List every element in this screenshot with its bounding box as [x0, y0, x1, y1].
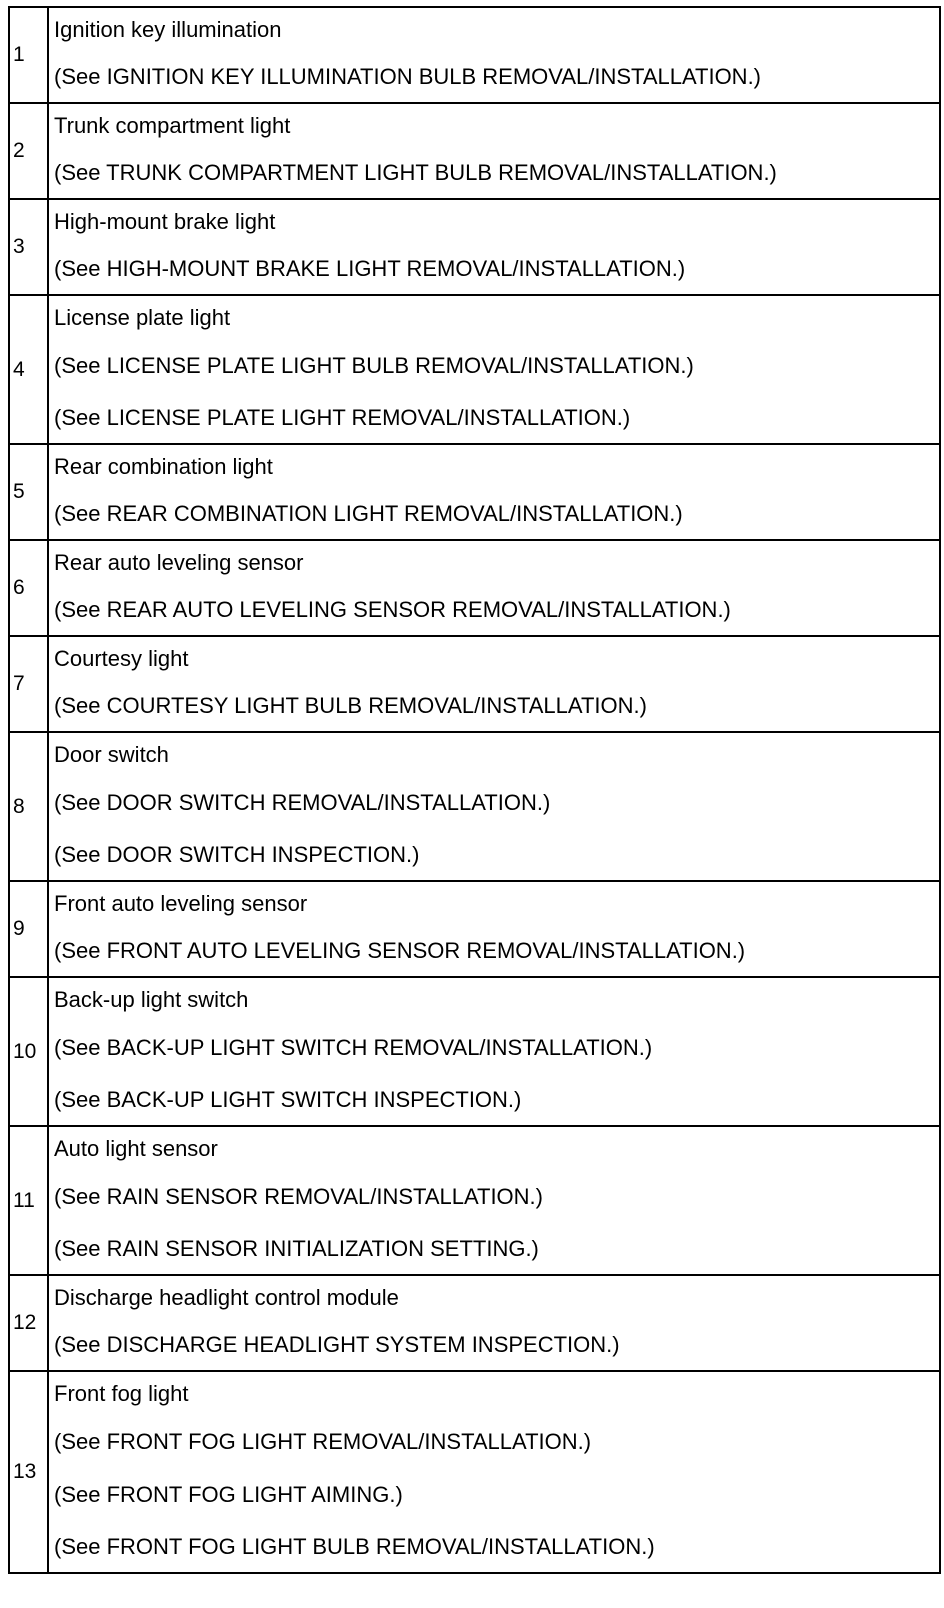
component-name: Rear combination light — [54, 454, 273, 479]
table-row — [9, 199, 940, 295]
table-row — [9, 977, 940, 1126]
row-number: 3 — [9, 199, 48, 295]
row-content — [48, 295, 940, 444]
row-content — [48, 1371, 940, 1573]
component-name: Courtesy light — [54, 646, 189, 671]
component-table — [8, 6, 941, 1574]
row-content — [48, 199, 940, 295]
component-name: Rear auto leveling sensor — [54, 550, 304, 575]
table-row — [9, 540, 940, 636]
reference-link[interactable]: (See LICENSE PLATE LIGHT REMOVAL/INSTALLATION.) — [54, 405, 631, 430]
row-content — [48, 636, 940, 732]
row-content — [48, 977, 940, 1126]
table-row — [9, 881, 940, 977]
row-content — [48, 444, 940, 540]
table-row — [9, 444, 940, 540]
reference-link[interactable]: (See REAR AUTO LEVELING SENSOR REMOVAL/INSTALLATION.) — [54, 597, 731, 622]
reference-link[interactable]: (See BACK-UP LIGHT SWITCH REMOVAL/INSTALLATION.) — [54, 1035, 653, 1060]
component-name: Door switch — [54, 742, 169, 767]
table-row — [9, 1371, 940, 1573]
row-content — [48, 1126, 940, 1275]
reference-link[interactable]: (See BACK-UP LIGHT SWITCH INSPECTION.) — [54, 1087, 522, 1112]
reference-link[interactable]: (See DOOR SWITCH REMOVAL/INSTALLATION.) — [54, 790, 551, 815]
row-number: 9 — [9, 881, 48, 977]
row-number: 11 — [9, 1126, 48, 1275]
row-content — [48, 7, 940, 103]
row-content — [48, 732, 940, 881]
component-name: Ignition key illumination — [54, 17, 282, 42]
reference-link[interactable]: (See DOOR SWITCH INSPECTION.) — [54, 842, 420, 867]
row-number: 7 — [9, 636, 48, 732]
row-number: 6 — [9, 540, 48, 636]
reference-link[interactable]: (See FRONT FOG LIGHT BULB REMOVAL/INSTALLATION.) — [54, 1534, 655, 1559]
reference-link[interactable]: (See DISCHARGE HEADLIGHT SYSTEM INSPECTION.) — [54, 1332, 620, 1357]
reference-link[interactable]: (See HIGH-MOUNT BRAKE LIGHT REMOVAL/INSTALLATION.) — [54, 256, 686, 281]
table-row — [9, 1275, 940, 1371]
table-row — [9, 732, 940, 881]
row-number: 5 — [9, 444, 48, 540]
table-row — [9, 295, 940, 444]
row-content — [48, 881, 940, 977]
row-number: 13 — [9, 1371, 48, 1573]
component-name: Auto light sensor — [54, 1136, 218, 1161]
row-content — [48, 103, 940, 199]
row-number: 4 — [9, 295, 48, 444]
component-name: Front fog light — [54, 1381, 189, 1406]
component-name: Front auto leveling sensor — [54, 891, 308, 916]
component-name: Back-up light switch — [54, 987, 249, 1012]
reference-link[interactable]: (See FRONT FOG LIGHT REMOVAL/INSTALLATION.) — [54, 1429, 592, 1454]
reference-link[interactable]: (See COURTESY LIGHT BULB REMOVAL/INSTALLATION.) — [54, 693, 647, 718]
component-name: Trunk compartment light — [54, 113, 291, 138]
component-name: License plate light — [54, 305, 231, 330]
reference-link[interactable]: (See RAIN SENSOR INITIALIZATION SETTING.) — [54, 1236, 539, 1261]
reference-link[interactable]: (See LICENSE PLATE LIGHT BULB REMOVAL/INSTALLATION.) — [54, 353, 694, 378]
component-table-body — [9, 7, 940, 1573]
row-number: 2 — [9, 103, 48, 199]
table-row — [9, 7, 940, 103]
row-number: 12 — [9, 1275, 48, 1371]
row-number: 10 — [9, 977, 48, 1126]
reference-link[interactable]: (See IGNITION KEY ILLUMINATION BULB REMOVAL/INSTALLATION.) — [54, 64, 762, 89]
table-row — [9, 636, 940, 732]
reference-link[interactable]: (See REAR COMBINATION LIGHT REMOVAL/INSTALLATION.) — [54, 501, 683, 526]
row-content — [48, 1275, 940, 1371]
reference-link[interactable]: (See FRONT AUTO LEVELING SENSOR REMOVAL/INSTALLATION.) — [54, 938, 746, 963]
component-name: Discharge headlight control module — [54, 1285, 399, 1310]
table-row — [9, 103, 940, 199]
reference-link[interactable]: (See FRONT FOG LIGHT AIMING.) — [54, 1482, 403, 1507]
table-row — [9, 1126, 940, 1275]
reference-link[interactable]: (See RAIN SENSOR REMOVAL/INSTALLATION.) — [54, 1184, 543, 1209]
row-number: 1 — [9, 7, 48, 103]
reference-link[interactable]: (See TRUNK COMPARTMENT LIGHT BULB REMOVAL/INSTALLATION.) — [54, 160, 777, 185]
row-content — [48, 540, 940, 636]
component-name: High-mount brake light — [54, 209, 276, 234]
row-number: 8 — [9, 732, 48, 881]
component-table-container — [8, 6, 941, 1574]
